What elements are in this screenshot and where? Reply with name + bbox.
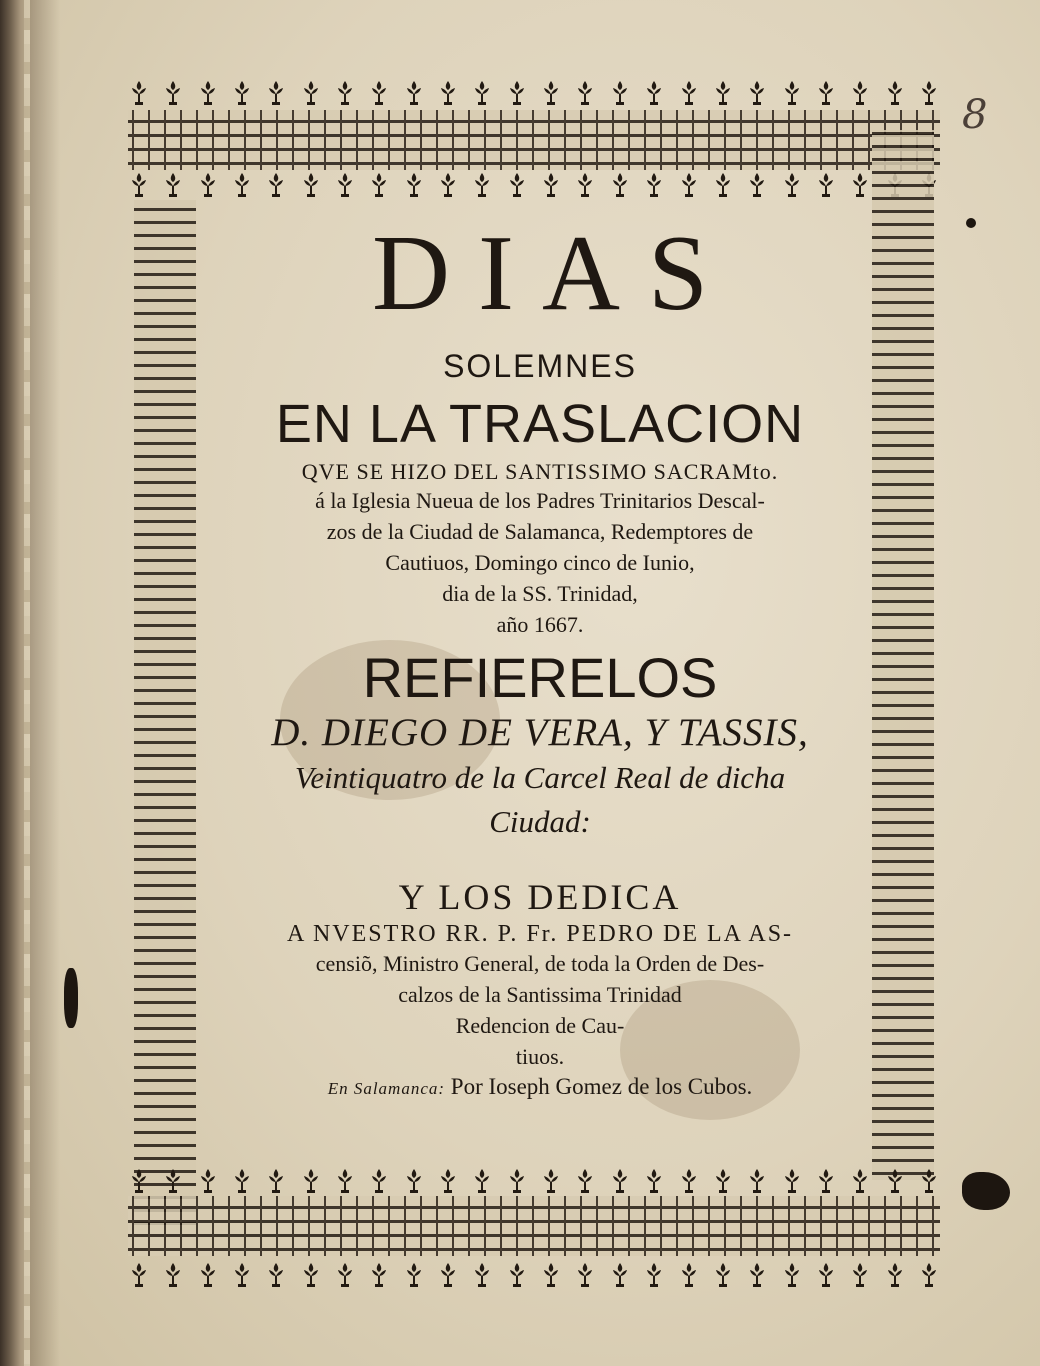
fleuron-ornament-icon — [403, 1262, 425, 1288]
fleuron-ornament-icon — [849, 1262, 871, 1288]
author-heading: REFIERELOS — [362, 646, 718, 709]
folio-number: 8 — [962, 92, 988, 138]
fleuron-ornament-icon — [849, 1168, 871, 1194]
fleuron-ornament-icon — [609, 1262, 631, 1288]
fleuron-ornament-icon — [574, 80, 596, 106]
fleuron-ornament-icon — [643, 1262, 665, 1288]
fleuron-ornament-icon — [300, 172, 322, 198]
fleuron-ornament-icon — [643, 172, 665, 198]
fleuron-ornament-icon — [334, 172, 356, 198]
fleuron-ornament-icon — [678, 1168, 700, 1194]
fleuron-ornament-icon — [918, 80, 940, 106]
fleuron-ornament-icon — [574, 172, 596, 198]
fleuron-ornament-icon — [265, 80, 287, 106]
fleuron-ornament-icon — [540, 1168, 562, 1194]
fleuron-ornament-icon — [506, 172, 528, 198]
fleuron-ornament-icon — [815, 1262, 837, 1288]
fleuron-ornament-icon — [471, 1168, 493, 1194]
fleuron-ornament-icon — [437, 80, 459, 106]
fleuron-ornament-icon — [918, 1262, 940, 1288]
fleuron-ornament-icon — [884, 1168, 906, 1194]
fleuron-ornament-icon — [643, 80, 665, 106]
dedication-line: tiuos. — [515, 1044, 565, 1069]
fleuron-ornament-icon — [162, 172, 184, 198]
body-line: zos de la Ciudad de Salamanca, Redemptores de — [326, 519, 754, 544]
fleuron-ornament-icon — [884, 1262, 906, 1288]
fleuron-ornament-icon — [746, 1168, 768, 1194]
fleuron-ornament-icon — [197, 80, 219, 106]
dedication-line: censiõ, Ministro General, de toda la Orden de Des- — [315, 951, 765, 976]
fleuron-ornament-icon — [265, 1168, 287, 1194]
fleuron-ornament-icon — [506, 80, 528, 106]
fleuron-ornament-icon — [574, 1168, 596, 1194]
fleuron-ornament-icon — [300, 80, 322, 106]
imprint-printer: Por Ioseph Gomez de los Cubos. — [450, 1074, 753, 1099]
ornament-wave-band-bottom — [128, 1196, 940, 1256]
fleuron-ornament-icon — [884, 80, 906, 106]
fleuron-ornament-icon — [918, 1168, 940, 1194]
ornament-wave-band-top — [128, 110, 940, 170]
dedication-line: A NVESTRO RR. P. Fr. PEDRO DE LA AS- — [286, 921, 794, 947]
fleuron-ornament-icon — [231, 1262, 253, 1288]
fleuron-ornament-icon — [678, 1262, 700, 1288]
ornament-wave-band-right — [872, 130, 934, 1180]
fleuron-ornament-icon — [162, 1168, 184, 1194]
subtitle-traslacion: EN LA TRASLACION — [275, 394, 805, 454]
fleuron-ornament-icon — [231, 172, 253, 198]
fleuron-ornament-icon — [746, 1262, 768, 1288]
fleuron-ornament-icon — [609, 172, 631, 198]
fleuron-ornament-icon — [197, 1168, 219, 1194]
ornament-fleuron-row-bottom-inner — [128, 1168, 940, 1194]
fleuron-ornament-icon — [437, 172, 459, 198]
fleuron-ornament-icon — [815, 80, 837, 106]
author-name: D. DIEGO DE VERA, Y TASSIS, — [271, 711, 809, 754]
fleuron-ornament-icon — [746, 172, 768, 198]
fleuron-ornament-icon — [368, 1168, 390, 1194]
body-line: dia de la SS. Trinidad, — [442, 581, 638, 606]
paper-hole — [64, 968, 78, 1028]
ornament-wave-band-left — [134, 200, 196, 1230]
fleuron-ornament-icon — [471, 80, 493, 106]
fleuron-ornament-icon — [403, 172, 425, 198]
fleuron-ornament-icon — [265, 1262, 287, 1288]
fleuron-ornament-icon — [334, 1168, 356, 1194]
subtitle-que: QVE SE HIZO DEL SANTISSIMO SACRAMto. — [301, 459, 779, 484]
fleuron-ornament-icon — [197, 1262, 219, 1288]
fleuron-ornament-icon — [300, 1168, 322, 1194]
author-office: Ciudad: — [489, 804, 591, 839]
dedication-line: calzos de la Santissima Trinidad — [398, 982, 682, 1007]
fleuron-ornament-icon — [781, 1168, 803, 1194]
fleuron-ornament-icon — [128, 1262, 150, 1288]
fleuron-ornament-icon — [849, 172, 871, 198]
imprint — [200, 1074, 880, 1100]
imprint-city: En Salamanca: — [327, 1079, 446, 1098]
fleuron-ornament-icon — [231, 1168, 253, 1194]
fleuron-ornament-icon — [162, 80, 184, 106]
fleuron-ornament-icon — [231, 80, 253, 106]
fleuron-ornament-icon — [368, 80, 390, 106]
fleuron-ornament-icon — [368, 172, 390, 198]
dedication-line: Redencion de Cau- — [455, 1013, 625, 1038]
fleuron-ornament-icon — [300, 1262, 322, 1288]
body-line: año 1667. — [496, 612, 584, 637]
fleuron-ornament-icon — [678, 172, 700, 198]
subtitle-solemnes: SOLEMNES — [443, 348, 637, 384]
fleuron-ornament-icon — [540, 172, 562, 198]
fleuron-ornament-icon — [712, 172, 734, 198]
fleuron-ornament-icon — [540, 1262, 562, 1288]
fleuron-ornament-icon — [128, 1168, 150, 1194]
fleuron-ornament-icon — [540, 80, 562, 106]
author-office: Veintiquatro de la Carcel Real de dicha — [294, 760, 786, 795]
fleuron-ornament-icon — [265, 172, 287, 198]
fleuron-ornament-icon — [712, 1262, 734, 1288]
title-page-text — [200, 208, 880, 1100]
fleuron-ornament-icon — [712, 1168, 734, 1194]
fleuron-ornament-icon — [471, 1262, 493, 1288]
fleuron-ornament-icon — [643, 1168, 665, 1194]
fleuron-ornament-icon — [197, 172, 219, 198]
fleuron-ornament-icon — [437, 1168, 459, 1194]
dedication-heading: Y LOS DEDICA — [398, 877, 682, 917]
fleuron-ornament-icon — [609, 80, 631, 106]
fleuron-ornament-icon — [128, 172, 150, 198]
body-line: Cautiuos, Domingo cinco de Iunio, — [385, 550, 695, 575]
fleuron-ornament-icon — [506, 1168, 528, 1194]
fleuron-ornament-icon — [403, 1168, 425, 1194]
fleuron-ornament-icon — [815, 1168, 837, 1194]
fleuron-ornament-icon — [128, 80, 150, 106]
fleuron-ornament-icon — [609, 1168, 631, 1194]
fleuron-ornament-icon — [403, 80, 425, 106]
paper-hole — [962, 1172, 1010, 1210]
fleuron-ornament-icon — [815, 172, 837, 198]
fleuron-ornament-icon — [162, 1262, 184, 1288]
fleuron-ornament-icon — [781, 172, 803, 198]
fleuron-ornament-icon — [746, 80, 768, 106]
fleuron-ornament-icon — [334, 80, 356, 106]
ornament-fleuron-row-top-inner — [128, 172, 940, 198]
fleuron-ornament-icon — [849, 80, 871, 106]
fleuron-ornament-icon — [574, 1262, 596, 1288]
ornament-fleuron-row-top — [128, 80, 940, 106]
fleuron-ornament-icon — [334, 1262, 356, 1288]
fleuron-ornament-icon — [781, 80, 803, 106]
main-title: DIAS — [371, 214, 737, 333]
fleuron-ornament-icon — [712, 80, 734, 106]
fleuron-ornament-icon — [471, 172, 493, 198]
fleuron-ornament-icon — [368, 1262, 390, 1288]
ink-spot — [966, 218, 976, 228]
ornament-fleuron-row-bottom — [128, 1262, 940, 1288]
fleuron-ornament-icon — [437, 1262, 459, 1288]
gutter-shadow — [30, 0, 60, 1366]
fleuron-ornament-icon — [781, 1262, 803, 1288]
body-line: á la Iglesia Nueua de los Padres Trinitarios Descal- — [315, 488, 765, 513]
fleuron-ornament-icon — [506, 1262, 528, 1288]
fleuron-ornament-icon — [678, 80, 700, 106]
